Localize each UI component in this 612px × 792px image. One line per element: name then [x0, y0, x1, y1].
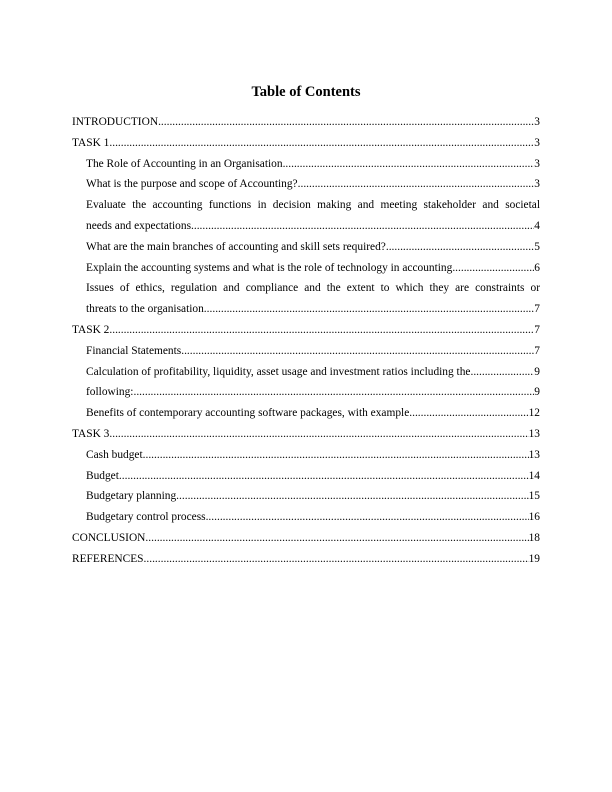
- toc-entry-evaluate-functions[interactable]: Evaluate the accounting functions in decision making and meeting stakeholder and societal needs and expectations ..... 4: [72, 195, 540, 237]
- toc-entry-branches[interactable]: What are the main branches of accounting and skill sets required? ..... 5: [72, 237, 540, 258]
- toc-entry-accounting-systems[interactable]: Explain the accounting systems and what is the role of technology in accounting ..... 6: [72, 258, 540, 279]
- toc-entry-role-of-accounting[interactable]: The Role of Accounting in an Organisation ..... 3: [72, 154, 540, 175]
- toc-entry-ratio-calculation[interactable]: Calculation of profitability, liquidity, asset usage and investment ratios including the ..... 9 following: ..... 9: [72, 362, 540, 404]
- toc-entry-introduction[interactable]: INTRODUCTION ..... 3: [72, 112, 540, 133]
- table-of-contents: [72, 112, 540, 570]
- toc-entry-task-3[interactable]: TASK 3 ..... 13: [72, 424, 540, 445]
- toc-entry-budget[interactable]: Budget ..... 14: [72, 466, 540, 487]
- toc-entry-cash-budget[interactable]: Cash budget ..... 13: [72, 445, 540, 466]
- toc-entry-budgetary-planning[interactable]: Budgetary planning ..... 15: [72, 486, 540, 507]
- toc-entry-software-benefits[interactable]: Benefits of contemporary accounting software packages, with example ..... 12: [72, 403, 540, 424]
- toc-entry-purpose-scope[interactable]: What is the purpose and scope of Accounting? ..... 3: [72, 174, 540, 195]
- toc-entry-references[interactable]: REFERENCES ..... 19: [72, 549, 540, 570]
- toc-entry-financial-statements[interactable]: Financial Statements ..... 7: [72, 341, 540, 362]
- toc-entry-ethics-regulation[interactable]: Issues of ethics, regulation and compliance and the extent to which they are constraints or threats to the organisation ..... 7: [72, 278, 540, 320]
- toc-entry-task-2[interactable]: TASK 2 ..... 7: [72, 320, 540, 341]
- toc-entry-task-1[interactable]: TASK 1 ..... 3: [72, 133, 540, 154]
- toc-entry-budgetary-control[interactable]: Budgetary control process ..... 16: [72, 507, 540, 528]
- page-title: Table of Contents: [251, 84, 361, 100]
- toc-entry-conclusion[interactable]: CONCLUSION ..... 18: [72, 528, 540, 549]
